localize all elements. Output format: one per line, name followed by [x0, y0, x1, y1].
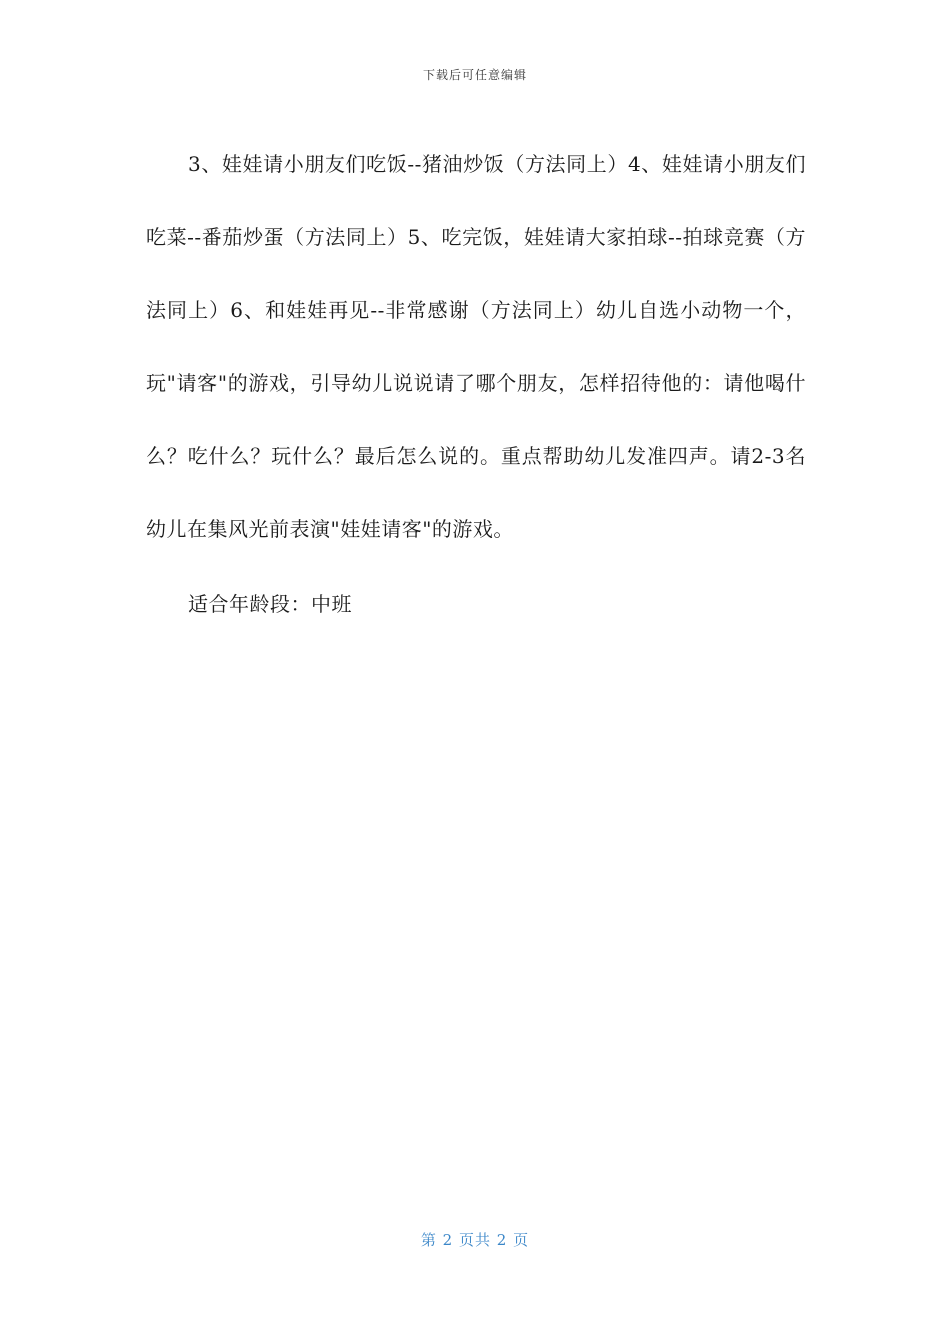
- page-number-footer: 第 2 页共 2 页: [420, 1231, 530, 1249]
- document-body: [146, 128, 806, 641]
- page-header: 下载后可任意编辑: [422, 68, 527, 82]
- age-group-line: 适合年龄段：中班: [188, 592, 352, 616]
- body-paragraph: 3、娃娃请小朋友们吃饭--猪油炒饭（方法同上）4、娃娃请小朋友们吃菜--番茄炒蛋（方法同上）5、吃完饭，娃娃请大家拍球--拍球竞赛（方法同上）6、和娃娃再见--非常感谢（方法同上）幼儿自选小动物一个，玩"请客"的游戏，引导幼儿说说请了哪个朋友，怎样招待他的：请他喝什么？吃什么？玩什么？最后怎么说的。重点帮助幼儿发准四声。请2-3名幼儿在集风光前表演"娃娃请客"的游戏。: [146, 152, 806, 541]
